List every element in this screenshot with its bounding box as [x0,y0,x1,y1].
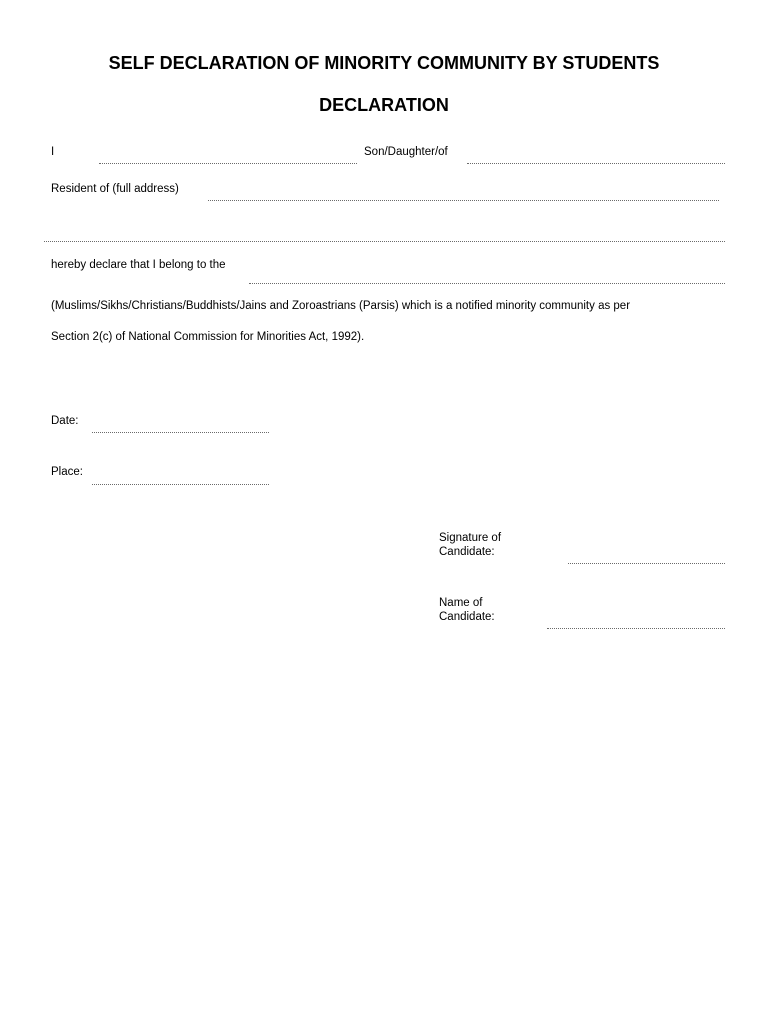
signature-field[interactable] [568,563,725,564]
address-field-line-2[interactable] [44,241,725,242]
resident-label: Resident of (full address) [51,183,179,195]
date-label: Date: [51,415,79,427]
signature-label-line2: Candidate: [439,546,495,558]
i-label: I [51,146,55,158]
section-text: Section 2(c) of National Commission for Minorities Act, 1992). [51,331,365,343]
community-text: (Muslims/Sikhs/Christians/Buddhists/Jains and Zoroastrians (Parsis) which is a notified minority community as per [51,300,631,312]
address-field-line-1[interactable] [208,200,719,201]
date-field[interactable] [92,432,269,433]
parent-name-field[interactable] [467,163,725,164]
declare-label: hereby declare that I belong to the [51,259,226,271]
document-subtitle: DECLARATION [319,95,449,115]
son-daughter-label: Son/Daughter/of [364,146,448,158]
signature-label-line1: Signature of [439,532,502,544]
name-label-line2: Candidate: [439,611,495,623]
name-field[interactable] [99,163,357,164]
name-label-line1: Name of [439,597,483,609]
candidate-name-field[interactable] [547,628,725,629]
place-label: Place: [51,466,83,478]
community-field[interactable] [249,283,725,284]
place-field[interactable] [92,484,269,485]
document-title: SELF DECLARATION OF MINORITY COMMUNITY BY STUDENTS [108,53,660,73]
